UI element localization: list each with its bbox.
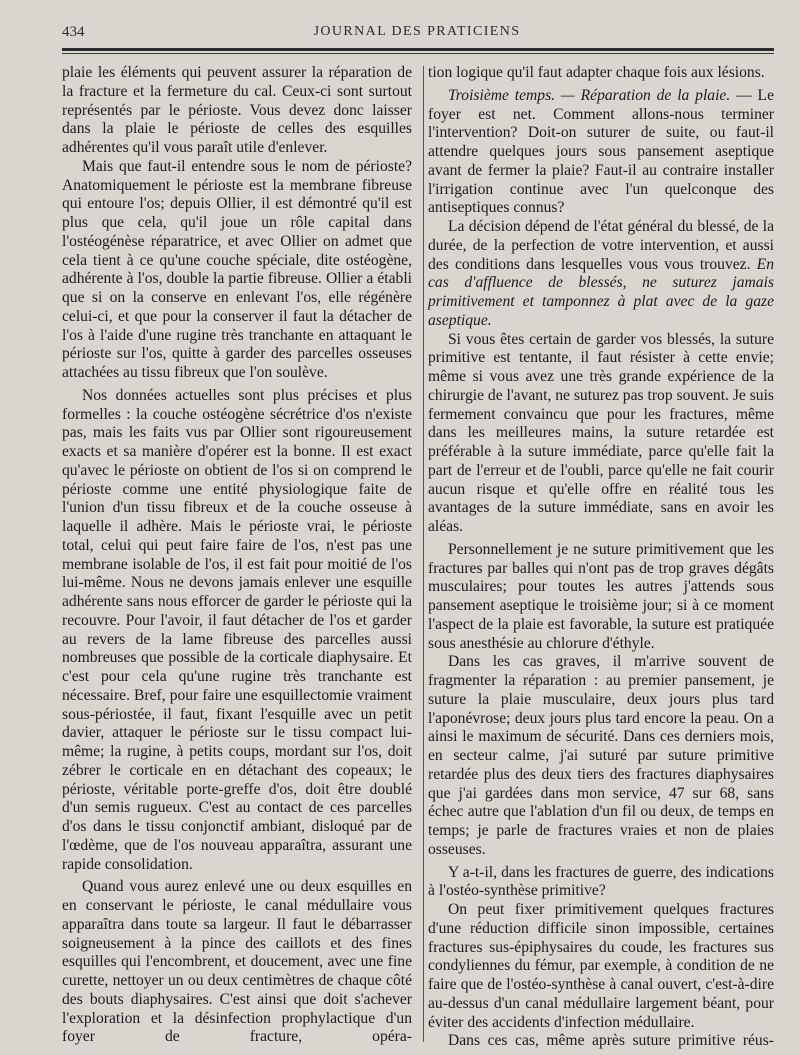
- running-title: JOURNAL DES PRATICIENS: [313, 24, 521, 39]
- paragraph: Personnellement je ne suture primitivement que les fractures par balles qui n'ont pas de trop graves dégâts musculaires; pour toutes les autres j'attends sous pansement aseptique le troisième jour; si à ce moment l'aspect de la plaie est favorable, la suture est pratiquée sous anesthésie au chlorure d'éthyle.: [428, 540, 774, 652]
- paragraph: Nos données actuelles sont plus précises et plus formelles : la couche ostéogène sécrétrice d'os n'existe pas, mais les faits vus par Ollier sont rigoureusement exacts et sa manière d'opérer est la bonne. Il est exact qu'avec le périoste on obtient de l'os si on comprend le périoste comme une entité physiologique faite de l'union d'un tissu fibreux et de la couche osseuse à laquelle il adhère. Mais le périoste vrai, le périoste total, celui qui peut faire faire de l'os, n'est pas une membrane isolable de l'os, il est fait pour moitié de l'os lui-même. Nous ne devons jamais enlever une esquille adhérente sans nous efforcer de garder le périoste qui la recouvre. Pour l'avoir, il faut détacher de l'os et garder au revers de la lame fibreuse des parcelles aussi nombreuses que possible de la corticale diaphysaire. Et c'est pour cela qu'une rugine très tranchante est nécessaire. Bref, pour faire une esquillectomie vraiment sous-périostée, il faut, fixant l'esquille avec un petit davier, attaquer le périoste sur le tissu compact lui-même; la rugine, à petits coups, mordant sur l'os, doit zébrer le corticale en en détachant des copeaux; le périoste, véritable porte-greffe d'os, doit être doublé d'un semis rugueux. C'est au contact de ces parcelles d'os dans le tissu conjonctif ambiant, disloqué par de l'œdème, que de l'os nouveau apparaîtra, assurant une rapide consolidation.: [62, 386, 412, 873]
- paragraph-text: — Le foyer est net. Comment allons-nous terminer l'intervention? Doit-on suturer de suite, ou faut-il attendre quelques jours sous pansement aseptique avant de fermer la plaie? Faut-il au contraire installer l'irrigation continue avec l'un quelconque des antiseptiques connus?: [428, 86, 775, 217]
- paragraph: Si vous êtes certain de garder vos blessés, la suture primitive est tentante, il faut résister à cette envie; même si vous avez une très grande expérience de la chirurgie de l'avant, ne suturez pas trop souvent. Je suis fermement convaincu que pour les fractures, même dans les meilleures mains, la suture retardée est préférable à la suture immédiate, parce qu'elle fait la part de l'erreur et de l'oubli, parce qu'elle ne fait courir aucun risque et qu'elle offre en réalité tous les avantages de la suture immédiate, sans en avoir les aléas.: [428, 330, 774, 535]
- paragraph: Mais que faut-il entendre sous le nom de périoste? Anatomiquement le périoste est la membrane fibreuse qui entoure l'os; depuis Ollier, il est démontré qu'il est plus que cela, qu'il joue un rôle capital dans l'ostéogénèse réparatrice, et avec Ollier on admet que cela tient à ce qu'une couche spéciale, dite ostéogène, adhérente à l'os, double la partie fibreuse. Ollier a établi que si on la conserve en enlevant l'os, elle régénère celui-ci, et que pour la conserver il faut la détacher de l'os à l'aide d'une rugine très tranchante en attaquant le périoste sur l'os, quitte à garder des parcelles osseuses attachées au tissu fibreux que l'on soulève.: [62, 157, 412, 381]
- page-header: [62, 22, 772, 48]
- left-column: [62, 64, 412, 1047]
- header-rule-thick: [62, 48, 774, 51]
- paragraph: Dans les cas graves, il m'arrive souvent de fragmenter la réparation : au premier pansement, je suture la plaie musculaire, deux jours plus tard l'aponévrose; deux jours plus tard encore la peau. On a ainsi le maximum de sécurité. Dans ces derniers mois, en secteur calme, j'ai suturé par suture primitive retardée plus des deux tiers des fractures diaphysaires que j'ai gardées dans mon service, 47 sur 68, sans échec autre que l'ablation d'un fil ou deux, de temps en temps; je parle de fractures vraies et non de plaies osseuses.: [428, 653, 774, 858]
- header-rule-thin: [62, 53, 774, 54]
- paragraph: On peut fixer primitivement quelques fractures d'une réduction difficile sinon impossible, certaines fractures sus-épiphysaires du coude, les fractures sus condyliennes du fémur, par exemple, à condition de ne faire que de l'ostéo-synthèse à canal ouvert, c'est-à-dire au-dessus d'un canal médullaire largement béant, pour éviter des accidents d'infection médullaire.: [428, 901, 774, 1031]
- paragraph: [428, 218, 774, 331]
- paragraph: tion logique qu'il faut adapter chaque fois aux lésions.: [428, 64, 765, 81]
- section-heading: Troisième temps. — Réparation de la plaie.: [448, 86, 731, 104]
- paragraph: [428, 87, 774, 218]
- right-column: [428, 64, 774, 1051]
- page-number: 434: [62, 24, 85, 40]
- emphasized-advice: En cas d'affluence de blessés, ne suturez jamais primitivement et tamponnez à plat avec de la gaze aseptique.: [428, 255, 774, 329]
- column-divider: [423, 66, 424, 1042]
- paragraph: Quand vous aurez enlevé une ou deux esquilles en en conservant le périoste, le canal médullaire vous apparaîtra dans toute sa largeur. Il faut le débarrasser soigneusement à la pince des caillots et des fines esquilles qui l'encombrent, et doucement, avec une fine curette, nettoyer un ou deux centimètres de chaque côté des bouts diaphysaires. C'est ainsi que doit s'achever l'exploration et la désinfection prophylactique d'un foyer de fracture, opéra-: [62, 878, 412, 1046]
- paragraph: Y a-t-il, dans les fractures de guerre, des indications à l'ostéo-synthèse primitive?: [428, 863, 774, 900]
- paragraph: plaie les éléments qui peuvent assurer la réparation de la fracture et la fermeture du cal. Ceux-ci sont surtout représentés par le périoste. Vous devez donc laisser dans la plaie le périoste de celles des esquilles adhérentes qu'il vous paraît utile d'enlever.: [62, 64, 412, 156]
- paragraph-text: La décision dépend de l'état général du blessé, de la durée, de la perfection de votre intervention, et aussi des conditions dans lesquelles vous vous trouvez.: [428, 218, 774, 273]
- paragraph: Dans ces cas, même après suture primitive réus-: [448, 1032, 774, 1050]
